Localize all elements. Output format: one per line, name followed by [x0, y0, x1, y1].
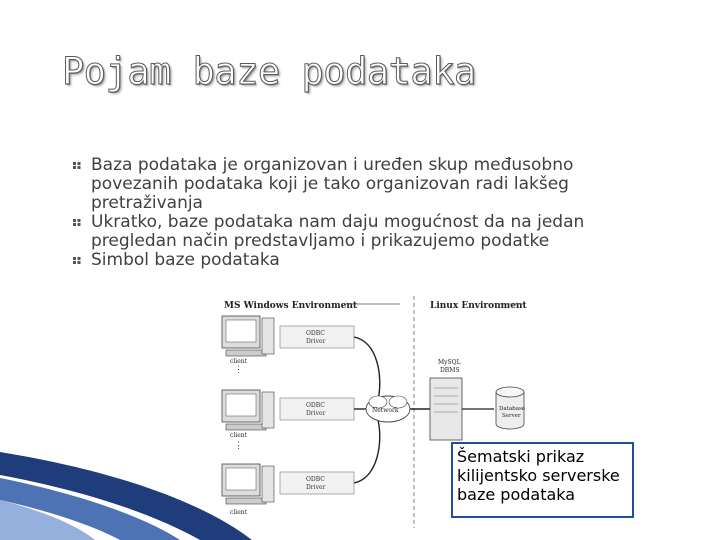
odbc-label: ODBC	[306, 476, 325, 483]
database-label: Database	[499, 406, 526, 412]
bullet-item	[72, 251, 652, 270]
client-label: client	[230, 432, 248, 439]
client-computer-icon	[222, 464, 274, 504]
square-bullet-icon	[73, 162, 81, 169]
connection-arrow	[354, 337, 380, 400]
driver-label: Driver	[306, 410, 326, 417]
bullet-item	[72, 156, 652, 213]
odbc-label: ODBC	[306, 330, 325, 337]
client-label: client	[230, 509, 248, 516]
ellipsis-dots: ⋮	[234, 365, 243, 375]
server-label: DBMS	[440, 367, 460, 374]
odbc-label: ODBC	[306, 402, 325, 409]
database-label: Server	[502, 413, 521, 419]
network-label: Network	[372, 407, 399, 414]
slide-title: Pojam baze podataka	[62, 50, 476, 93]
bullet-text: Ukratko, baze podataka nam daju mogućnost da na jedan pregledan način predstavljamo i prikazujemo podatke	[91, 212, 585, 251]
caption-line: baze podataka	[457, 485, 576, 504]
caption-line: kilijentsko serverske	[457, 466, 620, 485]
square-bullet-icon	[73, 219, 81, 226]
bullet-list	[72, 156, 652, 270]
left-heading: MS Windows Environment	[224, 301, 358, 311]
bullet-text: Simbol baze podataka	[91, 250, 280, 270]
driver-label: Driver	[306, 484, 326, 491]
driver-label: Driver	[306, 338, 326, 345]
caption-line: Šematski prikaz	[457, 447, 585, 466]
bullet-text: Baza podataka je organizovan i uređen skup međusobno povezanih podataka koji je tako organizovan radi lakšeg pretraživanja	[91, 155, 574, 213]
client-computer-icon	[222, 390, 274, 430]
diagram-caption	[451, 442, 634, 518]
connection-arrow	[354, 420, 380, 483]
bullet-item	[72, 213, 652, 251]
ellipsis-dots: ⋮	[234, 441, 243, 451]
square-bullet-icon	[73, 257, 81, 264]
client-computer-icon	[222, 316, 274, 356]
server-label: MySQL	[438, 359, 461, 366]
server-tower-icon	[430, 378, 462, 440]
client-label: client	[230, 358, 248, 365]
right-heading: Linux Environment	[430, 301, 527, 311]
